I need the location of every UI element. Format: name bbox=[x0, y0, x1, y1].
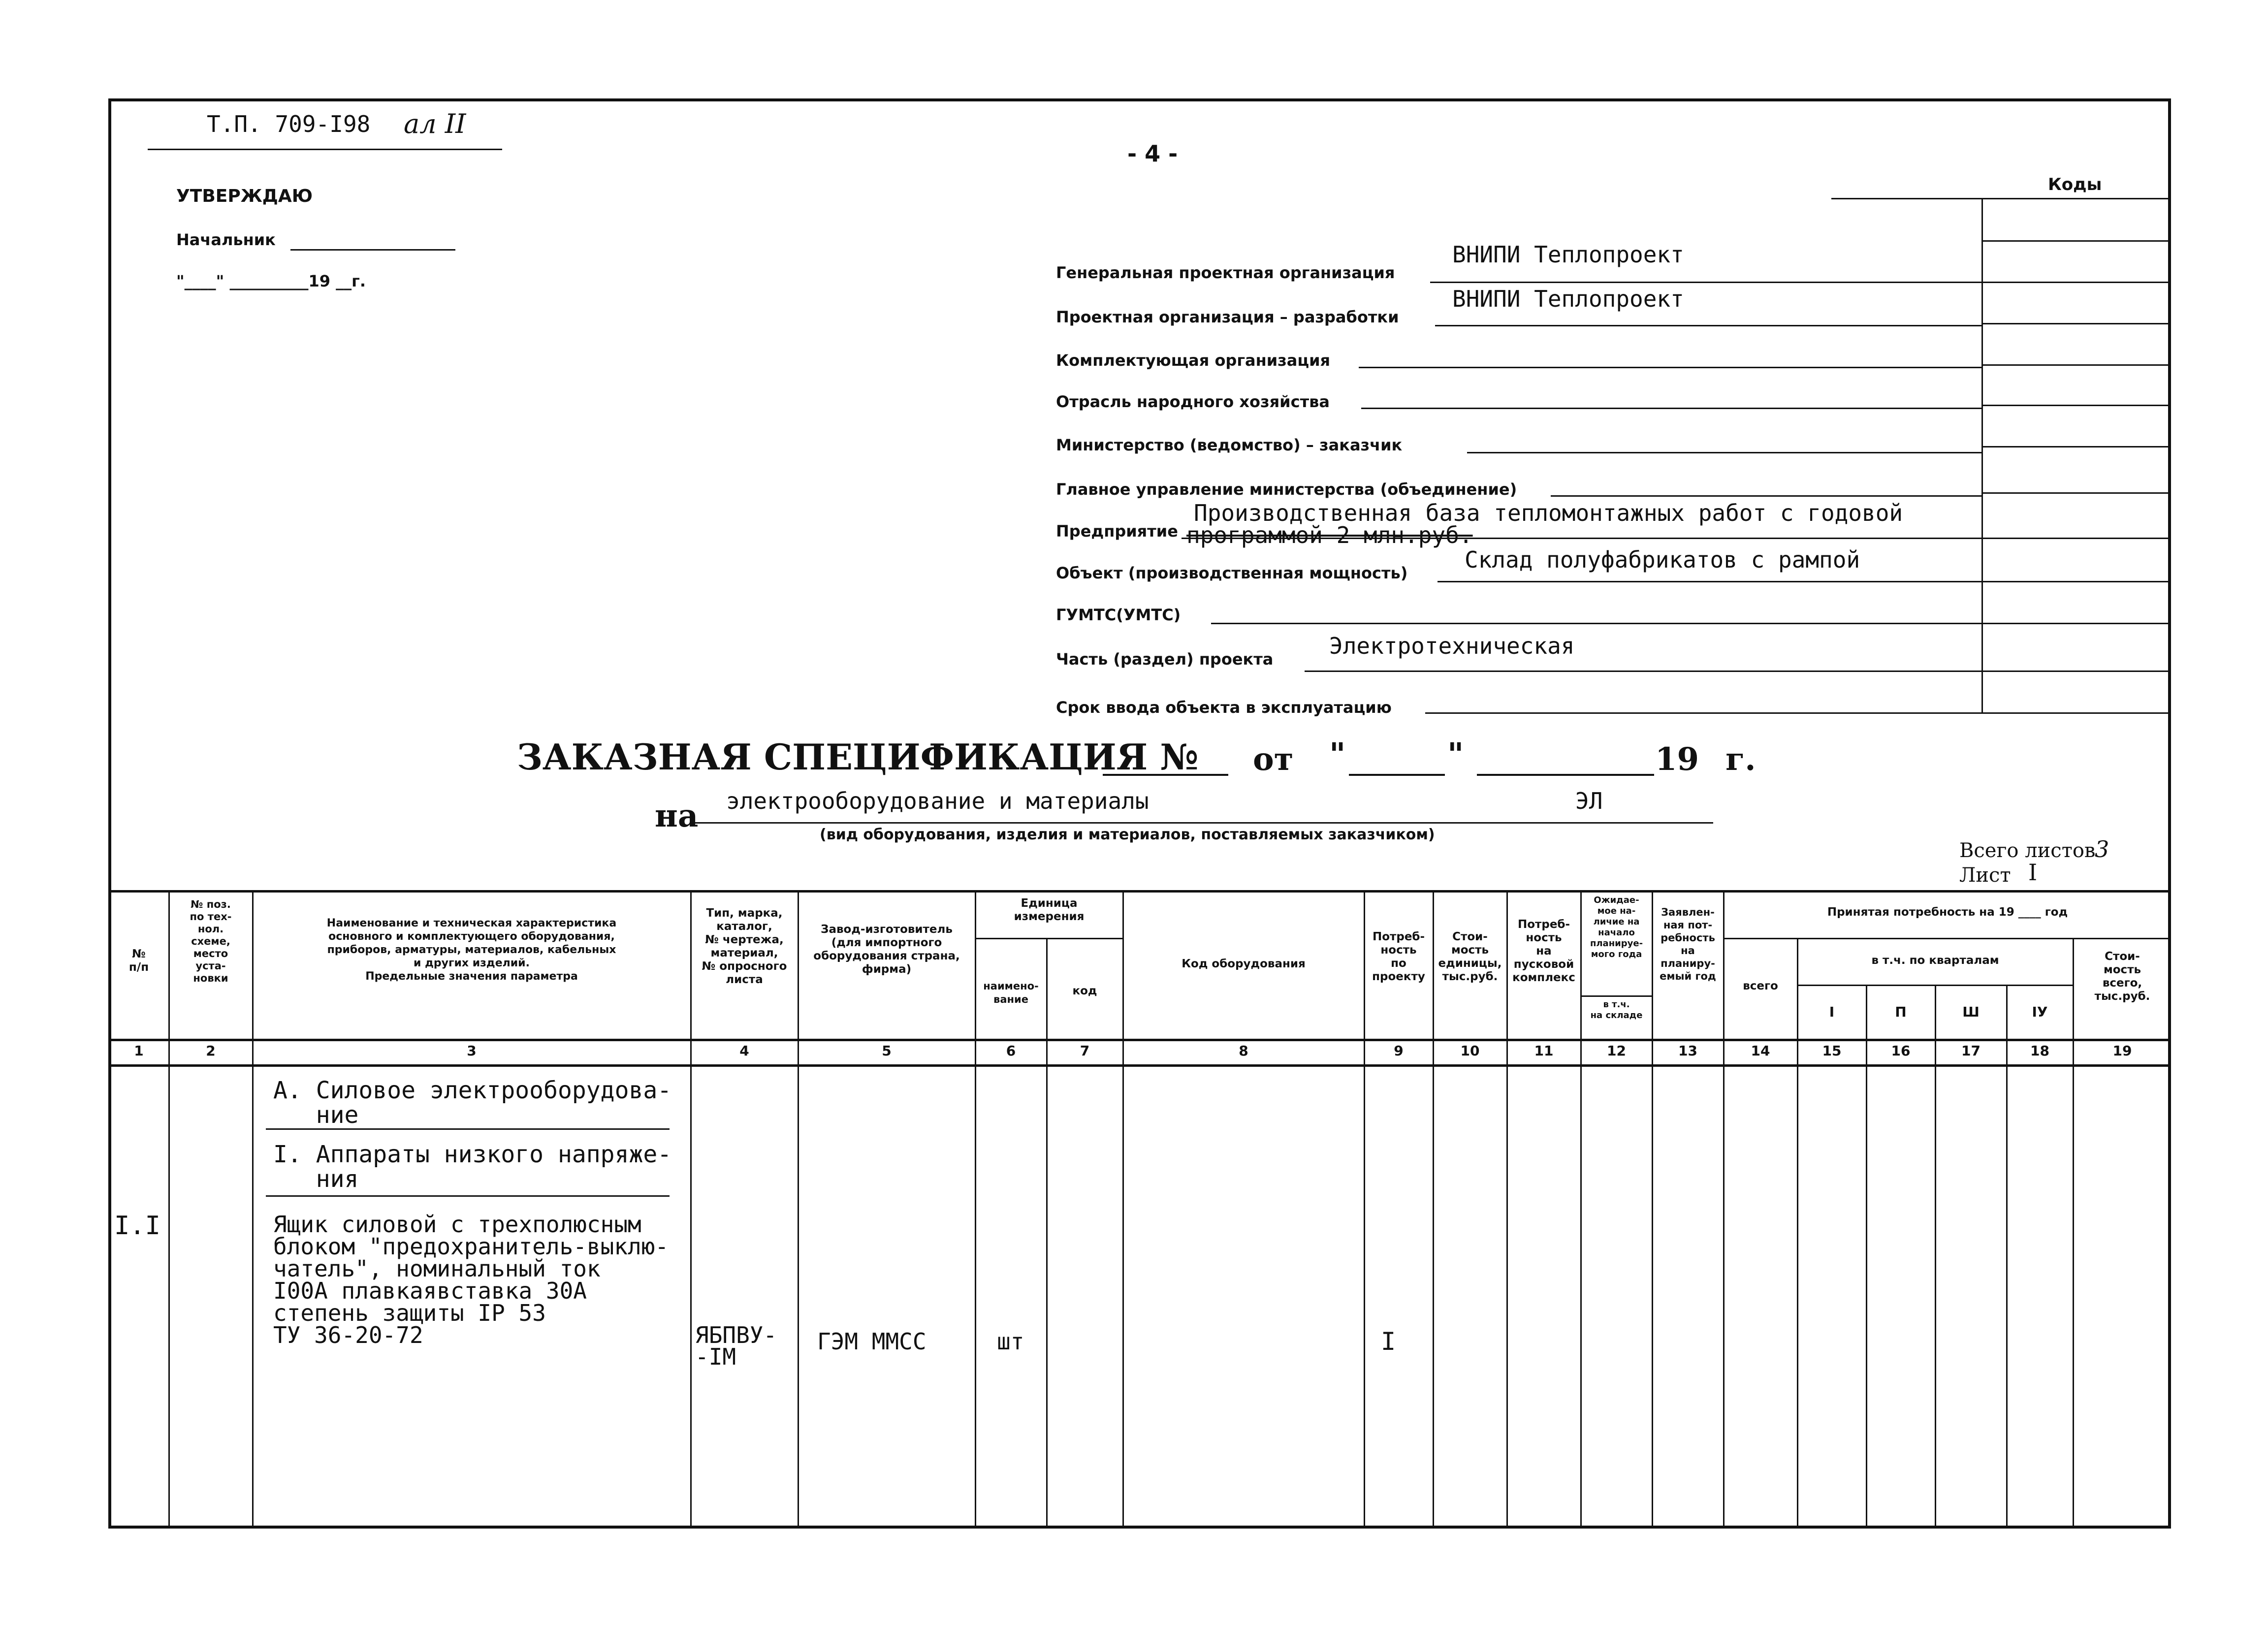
col-number: 3 bbox=[467, 1043, 477, 1059]
header-accepted: Принятая потребность на 19 ____ год bbox=[1827, 906, 2068, 919]
codes-label: Коды bbox=[2048, 175, 2102, 194]
col-divider bbox=[1433, 890, 1434, 1529]
col-number: 13 bbox=[1678, 1043, 1697, 1059]
field-line bbox=[1435, 325, 1981, 326]
col-divider bbox=[1506, 890, 1508, 1529]
header-expected-stock: Ожидае- мое на- личие на начало планируе- мого года bbox=[1590, 895, 1643, 959]
field-label-deadline: Срок ввода объекта в эксплуатацию bbox=[1056, 698, 1392, 717]
header-declared-demand: Заявлен- ная пот- ребность на планиру- емый год bbox=[1660, 906, 1716, 982]
section-1-heading: I. Аппараты низкого напряже- ния bbox=[273, 1141, 672, 1193]
spec-on-value: электрооборудование и материалы bbox=[726, 788, 1149, 814]
field-value-enterprise: Производственная база тепломонтажных работ с годовой bbox=[1194, 500, 1903, 526]
col-number: 8 bbox=[1239, 1043, 1248, 1059]
spec-day-line bbox=[1349, 774, 1445, 776]
col-divider bbox=[1122, 890, 1124, 1529]
header-unit-code: код bbox=[1072, 985, 1097, 997]
col-number: 15 bbox=[1822, 1043, 1842, 1059]
codes-row-line bbox=[1981, 323, 2171, 324]
codes-row-line bbox=[1981, 538, 2171, 539]
header-q1: I bbox=[1829, 1004, 1835, 1020]
field-line bbox=[1305, 670, 1981, 672]
approve-date: "____" __________19 __г. bbox=[176, 272, 366, 290]
col-divider bbox=[1797, 938, 1798, 1529]
header-total: всего bbox=[1743, 980, 1778, 992]
codes-row-line bbox=[1981, 405, 2171, 406]
accepted-subheader-line bbox=[1723, 938, 2171, 939]
col-divider bbox=[2073, 938, 2074, 1529]
header-name: Наименование и техническая характеристика основного и комплектующего оборудования, приборов, арматуры, материалов, кабельных и других изделий. Предельные значения параметра bbox=[326, 917, 617, 983]
col-divider bbox=[168, 890, 170, 1529]
col-divider bbox=[1652, 890, 1653, 1529]
col-number: 6 bbox=[1006, 1043, 1016, 1059]
field-value-enterprise-cont: программой 2 млн.руб. bbox=[1186, 522, 1473, 548]
col-number: 1 bbox=[134, 1043, 144, 1059]
header-q2: П bbox=[1895, 1004, 1907, 1020]
total-sheets-value: 3 bbox=[2095, 836, 2109, 862]
field-value-object: Склад полуфабрикатов с рампой bbox=[1465, 546, 1860, 573]
doc-code-underline bbox=[148, 149, 502, 150]
col-number: 7 bbox=[1080, 1043, 1090, 1059]
row-maker: ГЭМ ММСС bbox=[817, 1328, 926, 1355]
section-a-underline bbox=[266, 1128, 670, 1130]
field-label-enterprise: Предприятие bbox=[1056, 522, 1178, 541]
field-value-project-part: Электротехническая bbox=[1329, 633, 1575, 659]
field-line bbox=[1182, 538, 1981, 539]
col-divider bbox=[1046, 938, 1048, 1529]
header-q4: IУ bbox=[2032, 1004, 2048, 1020]
col-divider bbox=[1364, 890, 1365, 1529]
field-line bbox=[1359, 367, 1981, 368]
field-line bbox=[1437, 581, 1981, 582]
field-label-main-department: Главное управление министерства (объединение) bbox=[1056, 480, 1517, 499]
codes-top-line bbox=[1831, 198, 2171, 199]
header-type: Тип, марка, каталог, № чертежа, материал, № опросного листа bbox=[702, 907, 787, 986]
page-number: - 4 - bbox=[1127, 140, 1178, 167]
spec-quote-close: " bbox=[1447, 736, 1464, 773]
spec-title: ЗАКАЗНАЯ СПЕЦИФИКАЦИЯ № bbox=[517, 736, 1199, 778]
row-number: I.I bbox=[114, 1211, 160, 1241]
field-line bbox=[1361, 408, 1981, 409]
spec-code-value: ЭЛ bbox=[1575, 788, 1603, 814]
field-line bbox=[1467, 452, 1981, 453]
header-q3: Ш bbox=[1962, 1004, 1980, 1020]
codes-row-line bbox=[1981, 446, 2171, 447]
col-divider bbox=[1866, 985, 1867, 1529]
header-pos: № поз. по тех- нол. схеме, место уста- новки bbox=[190, 898, 232, 984]
col-number: 9 bbox=[1394, 1043, 1404, 1059]
spec-year: 19 bbox=[1655, 741, 1699, 778]
codes-row-line bbox=[1981, 364, 2171, 366]
field-label-gumts: ГУМТС(УМТС) bbox=[1056, 606, 1181, 624]
header-by-quarter: в т.ч. по кварталам bbox=[1871, 954, 1999, 967]
sheet-label: Лист bbox=[1959, 864, 2011, 887]
table-header-bottom bbox=[108, 1039, 2171, 1041]
header-unit-name: наимено- вание bbox=[983, 980, 1039, 1005]
field-label-project-part: Часть (раздел) проекта bbox=[1056, 650, 1274, 669]
codes-row-line bbox=[1981, 670, 2171, 672]
approve-title: УТВЕРЖДАЮ bbox=[176, 186, 313, 206]
col-number: 10 bbox=[1460, 1043, 1480, 1059]
spec-month-line bbox=[1477, 774, 1654, 776]
codes-row-line bbox=[1981, 581, 2171, 582]
col-divider bbox=[798, 890, 799, 1529]
codes-row-line bbox=[1981, 492, 2171, 494]
field-label-object: Объект (производственная мощность) bbox=[1056, 564, 1408, 582]
stock-subheader-line bbox=[1580, 995, 1652, 997]
header-unit-cost: Стои- мость единицы, тыс.руб. bbox=[1438, 930, 1502, 983]
field-line bbox=[1430, 282, 1981, 283]
spec-on-line bbox=[694, 822, 1713, 824]
field-line bbox=[1425, 712, 1981, 714]
field-label-ministry: Министерство (ведомство) – заказчик bbox=[1056, 436, 1403, 454]
col-divider bbox=[252, 890, 254, 1529]
section-1-underline bbox=[266, 1195, 670, 1197]
quarter-subheader-line bbox=[1797, 985, 2073, 986]
col-divider bbox=[2006, 985, 2008, 1529]
unit-subheader-line bbox=[975, 938, 1122, 939]
col-number: 12 bbox=[1607, 1043, 1626, 1059]
header-total-cost: Стои- мость всего, тыс.руб. bbox=[2094, 950, 2150, 1003]
spec-quote-open: " bbox=[1329, 736, 1346, 773]
spec-number-line bbox=[1103, 774, 1228, 776]
row-type: ЯБПВУ- -IМ bbox=[695, 1322, 777, 1370]
col-number: 4 bbox=[739, 1043, 749, 1059]
col-number: 19 bbox=[2112, 1043, 2132, 1059]
col-number: 11 bbox=[1534, 1043, 1554, 1059]
codes-row-line bbox=[1981, 623, 2171, 624]
table-top-border bbox=[108, 890, 2171, 893]
col-number: 5 bbox=[882, 1043, 892, 1059]
field-label-design-org: Проектная организация – разработки bbox=[1056, 308, 1399, 326]
doc-suffix: ал II bbox=[404, 108, 466, 139]
section-a-heading: А. Силовое электрооборудова- ние bbox=[273, 1077, 672, 1129]
col-number: 2 bbox=[206, 1043, 216, 1059]
col-number: 16 bbox=[1891, 1043, 1911, 1059]
header-num: № п/п bbox=[128, 948, 149, 974]
approve-head-label: Начальник bbox=[176, 230, 276, 249]
spec-from: от bbox=[1253, 741, 1294, 778]
col-number: 14 bbox=[1751, 1043, 1770, 1059]
codes-row-line bbox=[1981, 712, 2171, 714]
col-divider bbox=[1935, 985, 1936, 1529]
codes-row-line bbox=[1981, 282, 2171, 283]
header-startup-demand: Потреб- ность на пусковой комплекс bbox=[1512, 918, 1575, 984]
field-line bbox=[1551, 495, 1981, 497]
codes-column-divider bbox=[1981, 198, 1983, 712]
table-colnum-bottom bbox=[108, 1064, 2171, 1067]
spec-on-label: на bbox=[655, 798, 699, 834]
row-description: Ящик силовой с трехполюсным блоком "предохранитель-выклю- чатель", номинальный ток I00А плавкаявставка 30А степень защиты IP 53 ТУ 36-20-72 bbox=[273, 1211, 669, 1348]
col-number: 18 bbox=[2030, 1043, 2049, 1059]
header-maker: Завод-изготовитель (для импортного оборудования страна, фирма) bbox=[813, 923, 960, 976]
field-value-design-org: ВНИПИ Теплопроект bbox=[1452, 286, 1684, 312]
spec-caption: (вид оборудования, изделия и материалов, поставляемых заказчиком) bbox=[820, 826, 1435, 843]
row-unit: шт bbox=[997, 1328, 1024, 1355]
header-unit: Единица измерения bbox=[1014, 897, 1085, 923]
codes-row-line bbox=[1981, 240, 2171, 242]
field-label-completing-org: Комплектующая организация bbox=[1056, 351, 1331, 370]
header-demand: Потреб- ность по проекту bbox=[1372, 930, 1425, 983]
approve-head-line bbox=[290, 249, 455, 251]
header-equipment-code: Код оборудования bbox=[1182, 958, 1306, 970]
spec-year-suffix: г. bbox=[1725, 741, 1756, 778]
header-in-warehouse: в т.ч. на складе bbox=[1590, 999, 1643, 1021]
total-sheets-label: Всего листов bbox=[1959, 839, 2096, 862]
doc-code: Т.П. 709-I98 bbox=[207, 111, 371, 137]
field-value-general-org: ВНИПИ Теплопроект bbox=[1452, 241, 1684, 268]
field-label-industry: Отрасль народного хозяйства bbox=[1056, 392, 1330, 411]
sheet-value: I bbox=[2028, 859, 2038, 886]
field-label-general-org: Генеральная проектная организация bbox=[1056, 263, 1395, 282]
col-number: 17 bbox=[1961, 1043, 1981, 1059]
row-qty: I bbox=[1381, 1327, 1396, 1356]
col-divider bbox=[1580, 890, 1582, 1529]
field-line bbox=[1211, 623, 1981, 624]
